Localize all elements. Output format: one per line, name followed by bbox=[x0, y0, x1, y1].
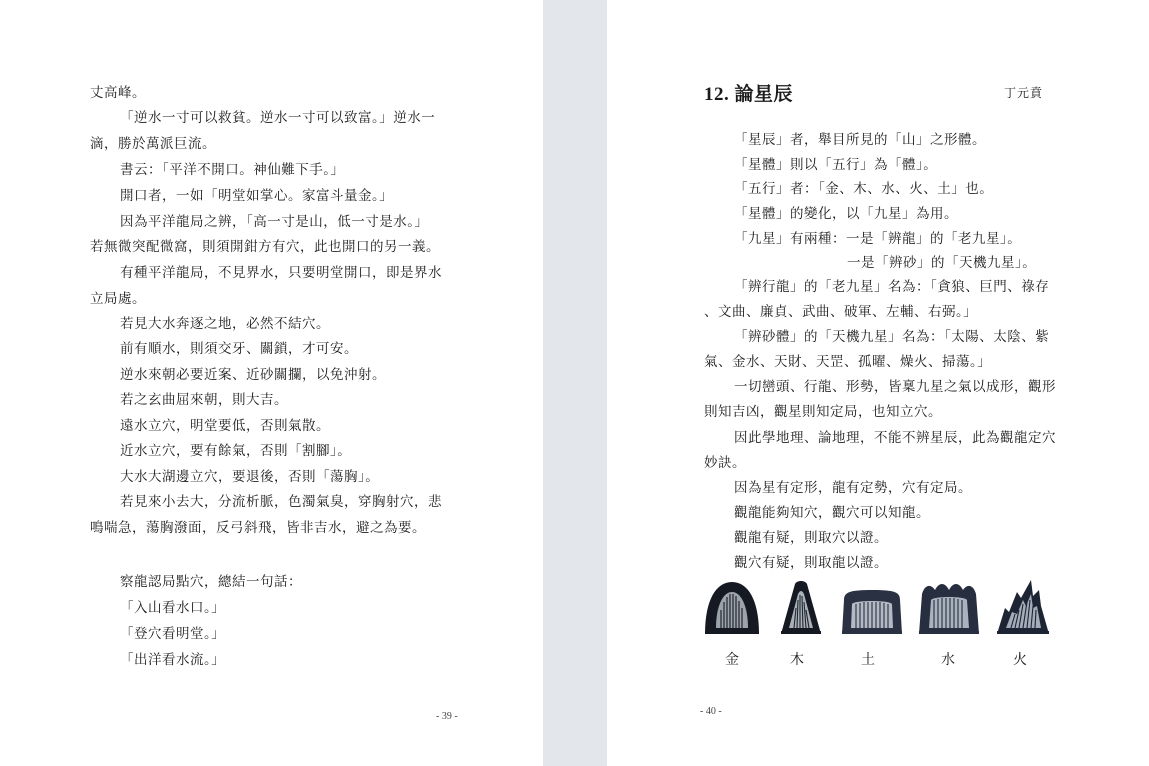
author-name: 丁元賁 bbox=[1004, 86, 1044, 100]
text-line: 「九星」有兩種：一是「辨龍」的「老九星」。 bbox=[734, 231, 1022, 247]
mountain-metal-icon bbox=[702, 578, 762, 638]
text-line: 「出洋看水流。」 bbox=[120, 652, 226, 668]
mountain-fire-icon bbox=[995, 578, 1051, 638]
text-line: 「星體」的變化，以「九星」為用。 bbox=[734, 206, 958, 222]
text-line: 近水立穴，要有餘氣，否則「割腳」。 bbox=[120, 443, 352, 459]
text-line: 逆水來朝必要近案、近砂關攔，以免沖射。 bbox=[120, 367, 386, 383]
text-line: 若之玄曲屈來朝，則大吉。 bbox=[120, 392, 288, 408]
left-page bbox=[0, 0, 543, 766]
text-line: 妙訣。 bbox=[704, 455, 746, 471]
text-line: 丈高峰。 bbox=[90, 85, 146, 101]
text-line: 開口者，一如「明堂如掌心。家富斗量金。」 bbox=[120, 188, 394, 204]
text-line: 「辨行龍」的「老九星」名為：「貪狼、巨門、祿存 bbox=[734, 279, 1050, 295]
section-title: 12. 論星辰 bbox=[704, 84, 794, 105]
text-line: 「辨砂體」的「天機九星」名為：「太陽、太陰、紫 bbox=[734, 329, 1050, 345]
text-line: 、文曲、廉貞、武曲、破軍、左輔、右弼。」 bbox=[704, 304, 978, 320]
element-label-water: 水 bbox=[941, 652, 955, 668]
element-label-wood: 木 bbox=[790, 652, 804, 668]
text-line: 因此學地理、論地理，不能不辨星辰，此為觀龍定穴 bbox=[734, 430, 1056, 446]
mountain-wood-icon bbox=[779, 578, 823, 638]
text-line: 遠水立穴，明堂要低，否則氣散。 bbox=[120, 418, 330, 434]
text-line: 「星體」則以「五行」為「體」。 bbox=[734, 157, 938, 173]
text-line: 有種平洋龍局，不見界水，只要明堂開口，即是界水 bbox=[120, 265, 442, 281]
text-line: 「逆水一寸可以救貧。逆水一寸可以致富。」逆水一 bbox=[120, 110, 436, 126]
element-label-earth: 土 bbox=[861, 652, 875, 668]
right-page bbox=[607, 0, 1149, 766]
text-line: 則知吉凶，觀星則知定局，也知立穴。 bbox=[704, 404, 942, 420]
text-line: 立局處。 bbox=[90, 291, 146, 307]
text-line: 鳴喘急，蕩胸潑面，反弓斜飛，皆非吉水，避之為要。 bbox=[90, 520, 426, 536]
page-number: - 40 - bbox=[700, 706, 722, 717]
text-line: 一是「辨砂」的「天機九星」。 bbox=[847, 255, 1037, 271]
text-line: 若見大水奔逐之地，必然不結穴。 bbox=[120, 316, 330, 332]
text-line: 「入山看水口。」 bbox=[120, 600, 226, 616]
mountain-water-icon bbox=[917, 578, 981, 638]
text-line: 氣、金水、天財、天罡、孤曜、燥火、掃蕩。」 bbox=[704, 354, 992, 370]
page-number: - 39 - bbox=[436, 711, 458, 722]
text-line: 滴，勝於萬派巨流。 bbox=[90, 136, 216, 152]
text-line: 若無微突配微窩，則須開鉗方有穴，此也開口的另一義。 bbox=[90, 239, 440, 255]
text-line: 觀龍有疑，則取穴以證。 bbox=[734, 530, 888, 546]
mountain-earth-icon bbox=[840, 578, 904, 638]
element-label-metal: 金 bbox=[725, 652, 739, 668]
text-line: 「登穴看明堂。」 bbox=[120, 626, 226, 642]
text-line: 因為星有定形，龍有定勢，穴有定局。 bbox=[734, 480, 972, 496]
element-label-fire: 火 bbox=[1013, 652, 1027, 668]
text-line: 察龍認局點穴，總結一句話： bbox=[120, 574, 302, 590]
text-line: 「五行」者：「金、木、水、火、土」也。 bbox=[734, 181, 994, 197]
text-line: 「星辰」者，舉目所見的「山」之形體。 bbox=[734, 132, 986, 148]
text-line: 觀穴有疑，則取龍以證。 bbox=[734, 555, 888, 571]
text-line: 一切巒頭、行龍、形勢，皆稟九星之氣以成形，觀形 bbox=[734, 379, 1056, 395]
text-line: 觀龍能夠知穴，觀穴可以知龍。 bbox=[734, 505, 930, 521]
text-line: 因為平洋龍局之辨，「高一寸是山，低一寸是水。」 bbox=[120, 214, 429, 230]
text-line: 書云：「平洋不開口。神仙難下手。」 bbox=[120, 162, 345, 178]
text-line: 前有順水，則須交牙、關鎖，才可安。 bbox=[120, 341, 358, 357]
text-line: 大水大湖邊立穴，要退後，否則「蕩胸」。 bbox=[120, 469, 380, 485]
text-line: 若見來小去大，分流析脈，色濁氣臭，穿胸射穴，悲 bbox=[120, 494, 442, 510]
